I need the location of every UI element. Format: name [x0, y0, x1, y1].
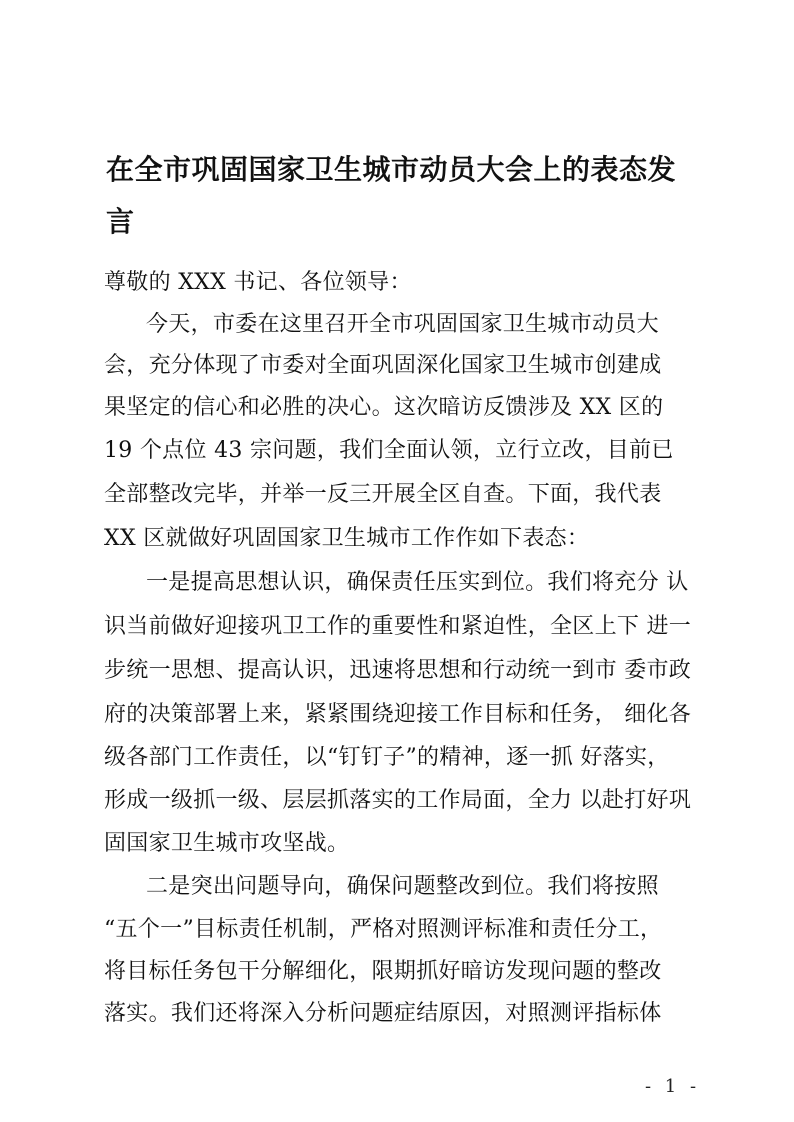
body-line: 今天，市委在这里召开全市巩固国家卫生城市动员大 [146, 312, 659, 337]
body-line: 固国家卫生城市攻坚战。 [104, 831, 350, 856]
title-line-2: 言 [106, 205, 135, 238]
body-line: 落实。我们还将深入分析问题症结原因，对照测评指标体 [104, 1001, 662, 1026]
body-line: 果坚定的信心和必胜的决心。这次暗访反馈涉及 XX 区的 [104, 395, 664, 420]
body-line: 全部整改完毕，并举一反三开展全区自查。下面，我代表 [104, 482, 662, 507]
body-line: 将目标任务包干分解细化，限期抓好暗访发现问题的整改 [104, 959, 662, 984]
body-line: 二是突出问题导向，确保问题整改到位。我们将按照 [146, 874, 659, 899]
title-line-1: 在全市巩固国家卫生城市动员大会上的表态发 [106, 153, 677, 186]
body-line: 府的决策部署上来，紧紧围绕迎接工作目标和任务， 细化各 [104, 702, 692, 727]
body-line: 步统一思想、提高认识，迅速将思想和行动统一到市 委市政 [104, 658, 692, 683]
body-line: 级各部门工作责任，以“钉钉子”的精神，逐一抓 好落实， [104, 745, 670, 770]
body-line: 识当前做好迎接巩卫工作的重要性和紧迫性，全区上下 进一 [104, 614, 692, 639]
document-title [106, 144, 706, 248]
body-line: XX 区就做好巩固国家卫生城市工作作如下表态： [104, 526, 590, 551]
body-line: 19 个点位 43 宗问题，我们全面认领，立行立改，目前已 [104, 438, 674, 463]
body-line: 形成一级抓一级、层层抓落实的工作局面，全力 以赴打好巩 [104, 788, 692, 813]
salutation-line: 尊敬的 XXX 书记、各位领导： [104, 270, 412, 295]
body-line: 会，充分体现了市委对全面巩固深化国家卫生城市创建成 [104, 353, 662, 378]
body-line: 一是提高思想认识，确保责任压实到位。我们将充分 认 [146, 570, 689, 595]
body-line: “五个一”目标责任机制，严格对照测评标准和责任分工， [104, 917, 663, 942]
page-number: - 1 - [645, 1076, 701, 1097]
